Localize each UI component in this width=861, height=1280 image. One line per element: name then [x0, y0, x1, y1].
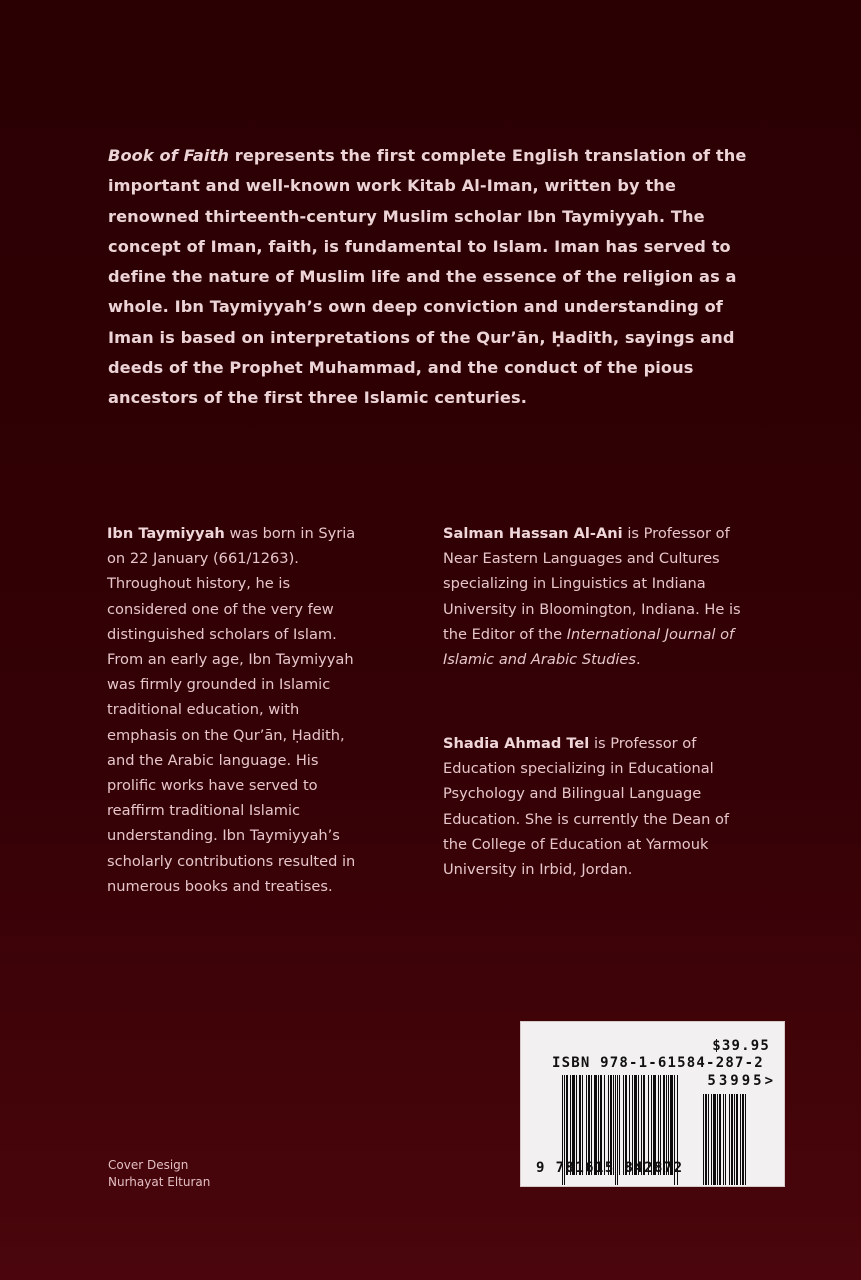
author-name: Ibn Taymiyyah	[107, 525, 225, 542]
translator-bio-end: .	[635, 651, 641, 669]
isbn-number: ISBN 978-1-61584-287-2	[552, 1055, 764, 1071]
translator-bio-al-ani	[443, 521, 753, 672]
addon-barcode-icon	[703, 1094, 746, 1185]
blurb-text: represents the first complete English translation of the important and well-known work Kitab Al-Iman, written by the renowned thirteenth-century Muslim scholar Ibn Taymiyyah. The concept of Iman, faith, is fundamental to Islam. Iman has served to define the nature of Muslim life and the essence of the religion as a whole. Ibn Taymiyyah’s own deep conviction and understanding of Iman is based on interpretations of the Qur’ān, Ḥadith, sayings and deeds of the Prophet Muhammad, and the conduct of the pious ancestors of the first three Islamic centuries.	[108, 146, 747, 408]
barcode-digits: 9 781615 842872	[536, 1160, 684, 1176]
cover-design-credit	[108, 1157, 210, 1191]
author-bio-text: was born in Syria on 22 January (661/1263). Throughout history, he is considered one of the very few distinguished scholars of Islam. From an early age, Ibn Taymiyyah was firmly grounded in Islamic traditional education, with emphasis on the Qur’ān, Ḥadith, and the Arabic language. His prolific works have served to reaffirm traditional Islamic understanding. Ibn Taymiyyah’s scholarly contributions resulted in numerous books and treatises.	[107, 525, 356, 895]
journal-title: International Journal of Islamic and Arabic Studies	[443, 625, 735, 669]
price: $39.95	[712, 1038, 770, 1054]
translator-bio-tel	[443, 731, 753, 882]
book-title: Book of Faith	[108, 146, 230, 165]
credit-label: Cover Design	[108, 1158, 189, 1172]
translator-bio-text: is Professor of Near Eastern Languages and Cultures specializing in Linguistics at Indiana University in Bloomington, Indiana. He is the Editor of the	[443, 525, 741, 643]
author-bio-ibn-taymiyyah	[107, 521, 367, 899]
isbn-barcode	[521, 1022, 784, 1186]
translator-bio-text: is Professor of Education specializing in Educational Psychology and Bilingual Language Education. She is currently the Dean of the College of Education at Yarmouk University in Irbid, Jordan.	[443, 735, 730, 879]
book-blurb	[108, 141, 748, 414]
price-addon-code: 53995>	[707, 1073, 776, 1089]
translator-name: Salman Hassan Al-Ani	[443, 525, 623, 542]
translator-name: Shadia Ahmad Tel	[443, 735, 590, 752]
designer-name: Nurhayat Elturan	[108, 1175, 211, 1189]
